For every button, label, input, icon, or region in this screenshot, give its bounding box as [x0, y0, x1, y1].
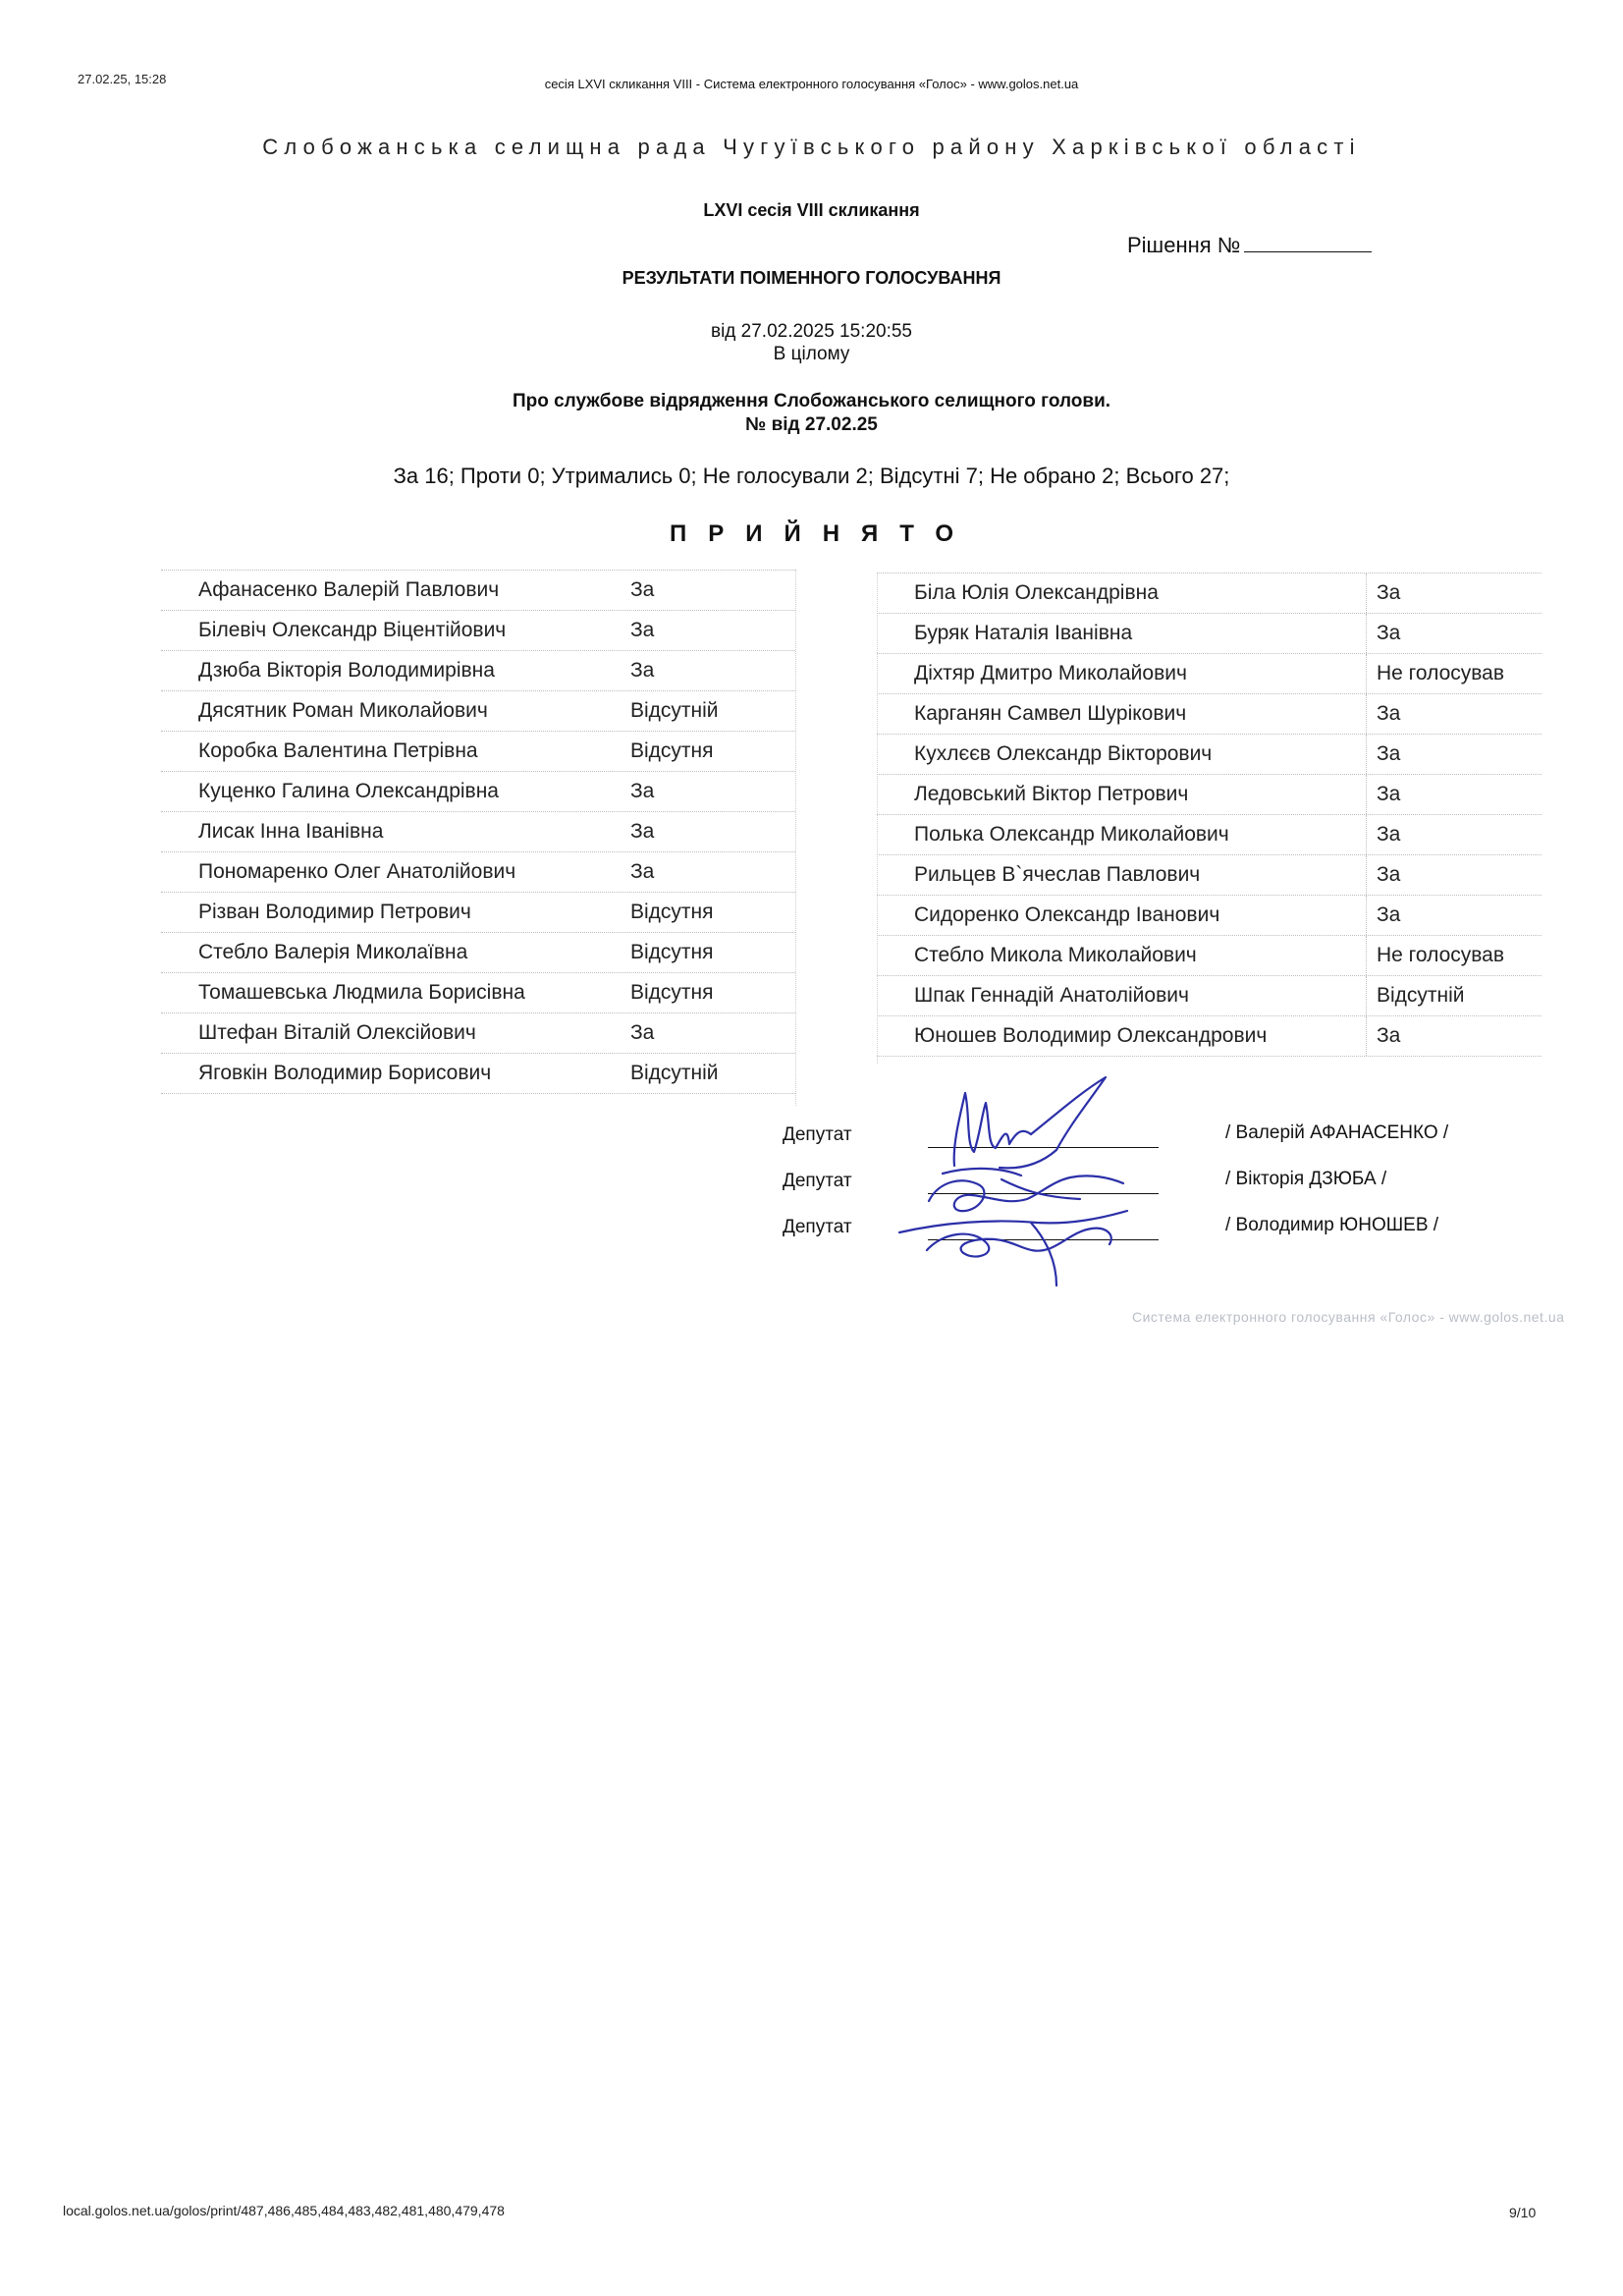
left-vote-table — [161, 570, 795, 1094]
deputy-name: Штефан Віталій Олексійович — [198, 1021, 476, 1044]
deputy-vote: За — [1377, 823, 1401, 846]
vote-row — [877, 1016, 1542, 1057]
deputy-name: Біла Юлія Олександрівна — [877, 574, 1367, 613]
deputy-vote: Не голосував — [1377, 944, 1505, 966]
vote-row — [161, 1054, 795, 1094]
deputy-name: Коробка Валентина Петрівна — [198, 739, 478, 762]
deputy-name: Яговкін Володимир Борисович — [198, 1062, 492, 1084]
vote-row — [161, 973, 795, 1013]
deputy-name: Афанасенко Валерій Павлович — [198, 578, 500, 601]
signatory-role: Депутат — [783, 1171, 852, 1191]
deputy-vote: Відсутня — [630, 901, 714, 923]
vote-row — [877, 735, 1542, 775]
vote-row — [877, 896, 1542, 936]
deputy-vote: За — [630, 860, 655, 883]
deputy-name: Діхтяр Дмитро Миколайович — [877, 654, 1367, 693]
print-datetime: 27.02.25, 15:28 — [78, 72, 167, 86]
deputy-vote: За — [1377, 581, 1401, 604]
deputy-vote: За — [1377, 1024, 1401, 1047]
deputy-vote: Відсутня — [630, 981, 714, 1004]
deputy-name: Шпак Геннадій Анатолійович — [877, 976, 1367, 1015]
deputy-name: Томашевська Людмила Борисівна — [198, 981, 525, 1004]
deputy-name: Рильцев В`ячеслав Павлович — [877, 855, 1367, 895]
deputy-vote: За — [1377, 742, 1401, 765]
session-title: LXVI сесія VIII скликання — [703, 200, 920, 220]
vote-row — [877, 775, 1542, 815]
vote-row — [161, 571, 795, 611]
deputy-vote: За — [630, 820, 655, 843]
handwritten-signatures — [884, 1075, 1178, 1291]
vote-row — [877, 936, 1542, 976]
deputy-vote: За — [630, 1021, 655, 1044]
vote-result: ПРИЙНЯТО — [669, 520, 976, 547]
vote-row — [161, 732, 795, 772]
deputy-vote: За — [1377, 783, 1401, 805]
right-vote-table — [877, 573, 1542, 1057]
deputy-vote: За — [1377, 863, 1401, 886]
vote-row — [877, 815, 1542, 855]
vote-date: від 27.02.2025 15:20:55 — [710, 321, 912, 342]
signatory-name: / Володимир ЮНОШЕВ / — [1225, 1215, 1439, 1235]
deputy-vote: Відсутній — [1377, 984, 1465, 1007]
deputy-vote: За — [1377, 903, 1401, 926]
deputy-name: Білевіч Олександр Віцентійович — [198, 619, 507, 641]
vote-row — [161, 852, 795, 893]
vote-subject-number: № від 27.02.25 — [745, 414, 878, 435]
deputy-vote: За — [630, 780, 655, 802]
deputy-name: Стебло Микола Миколайович — [877, 936, 1367, 975]
vote-row — [161, 691, 795, 732]
decision-label: Рішення № — [1127, 233, 1241, 257]
deputy-vote: За — [630, 619, 655, 641]
deputy-name: Стебло Валерія Миколаївна — [198, 941, 468, 963]
system-watermark: Система електронного голосування «Голос» - www.golos.net.ua — [1132, 1309, 1565, 1325]
deputy-vote: Відсутня — [630, 739, 714, 762]
signatory-name: / Вікторія ДЗЮБА / — [1225, 1169, 1387, 1189]
vote-row — [161, 611, 795, 651]
page-number: 9/10 — [1509, 2205, 1537, 2220]
vote-row — [877, 976, 1542, 1016]
signatory-role: Депутат — [783, 1217, 852, 1237]
deputy-name: Різван Володимир Петрович — [198, 901, 471, 923]
deputy-name: Ледовський Віктор Петрович — [877, 775, 1367, 814]
vote-row — [161, 893, 795, 933]
deputy-name: Куценко Галина Олександрівна — [198, 780, 499, 802]
decision-number — [1127, 232, 1372, 258]
deputy-vote: Відсутній — [630, 1062, 719, 1084]
signatory-name: / Валерій АФАНАСЕНКО / — [1225, 1122, 1449, 1143]
print-header-title: сесія LXVI скликання VIII - Система електронного голосування «Голос» - www.golos.net.ua — [544, 77, 1079, 91]
results-title: РЕЗУЛЬТАТИ ПОІМЕННОГО ГОЛОСУВАННЯ — [622, 268, 1001, 288]
vote-row — [161, 933, 795, 973]
vote-scope: В цілому — [773, 344, 850, 364]
deputy-name: Буряк Наталія Іванівна — [877, 614, 1367, 653]
vote-row — [161, 651, 795, 691]
organization-name: Слобожанська селищна рада Чугуївського району Харківської області — [262, 135, 1361, 159]
vote-row — [161, 1013, 795, 1054]
deputy-vote: Не голосував — [1377, 662, 1505, 684]
deputy-name: Дясятник Роман Миколайович — [198, 699, 488, 722]
deputy-vote: Відсутня — [630, 941, 714, 963]
vote-row — [877, 694, 1542, 735]
decision-number-blank — [1244, 232, 1372, 252]
print-url: local.golos.net.ua/golos/print/487,486,485,484,483,482,481,480,479,478 — [63, 2203, 505, 2218]
deputy-name: Дзюба Вікторія Володимирівна — [198, 659, 495, 682]
deputy-vote: За — [1377, 622, 1401, 644]
vote-row — [877, 855, 1542, 896]
deputy-name: Пономаренко Олег Анатолійович — [198, 860, 516, 883]
deputy-vote: Відсутній — [630, 699, 719, 722]
vote-subject: Про службове відрядження Слобожанського селищного голови. — [512, 391, 1111, 411]
deputy-vote: За — [630, 578, 655, 601]
left-table-divider — [795, 570, 796, 1106]
signatory-role: Депутат — [783, 1124, 852, 1145]
deputy-name: Полька Олександр Миколайович — [877, 815, 1367, 854]
deputy-name: Юношев Володимир Олександрович — [877, 1016, 1367, 1056]
vote-row — [877, 574, 1542, 614]
deputy-name: Карганян Самвел Шурікович — [877, 694, 1367, 734]
vote-row — [161, 812, 795, 852]
vote-summary: За 16; Проти 0; Утримались 0; Не голосували 2; Відсутні 7; Не обрано 2; Всього 27; — [393, 464, 1230, 488]
deputy-name: Сидоренко Олександр Іванович — [877, 896, 1367, 935]
vote-row — [161, 772, 795, 812]
deputy-vote: За — [630, 659, 655, 682]
deputy-vote: За — [1377, 702, 1401, 725]
deputy-name: Кухлєєв Олександр Вікторович — [877, 735, 1367, 774]
vote-row — [877, 614, 1542, 654]
vote-row — [877, 654, 1542, 694]
deputy-name: Лисак Інна Іванівна — [198, 820, 384, 843]
